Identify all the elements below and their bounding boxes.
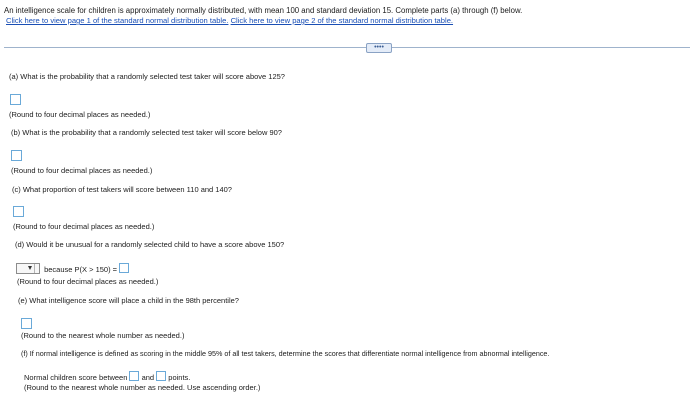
part-b-question: (b) What is the probability that a randomly selected test taker will score below 90?: [11, 128, 282, 137]
part-d-question: (d) Would it be unusual for a randomly selected child to have a score above 150?: [15, 240, 285, 249]
part-f-prefix: Normal children score between: [24, 373, 128, 382]
part-c-hint: (Round to four decimal places as needed.): [13, 222, 155, 231]
part-a-answer-input[interactable]: [10, 94, 21, 105]
part-d-yes-no-dropdown[interactable]: [16, 263, 40, 274]
part-c-question: (c) What proportion of test takers will score between 110 and 140?: [12, 185, 232, 194]
part-f-question: (f) If normal intelligence is defined as scoring in the middle 95% of all test takers, determine the scores that differentiate normal intelligence from abnormal intelligence.: [21, 349, 550, 358]
part-e-answer-input[interactable]: [21, 318, 32, 329]
chevron-down-icon: [28, 266, 32, 270]
table-links: [6, 16, 453, 26]
part-b-hint: (Round to four decimal places as needed.): [11, 166, 153, 175]
part-d-hint: (Round to four decimal places as needed.): [17, 277, 159, 286]
table-page-1-link[interactable]: Click here to view page 1 of the standard normal distribution table.: [6, 16, 229, 25]
part-f-suffix: points.: [168, 373, 191, 382]
part-d-answer-row: [16, 263, 129, 275]
part-f-hint: (Round to the nearest whole number as needed. Use ascending order.): [24, 383, 261, 392]
part-f-answer-row: [24, 371, 190, 383]
section-divider: [4, 47, 690, 48]
part-f-and-label: and: [141, 373, 155, 382]
part-f-lower-score-input[interactable]: [129, 371, 139, 381]
part-d-probability-input[interactable]: [119, 263, 129, 273]
part-d-because-label: because P(X > 150) =: [44, 265, 118, 274]
part-b-answer-input[interactable]: [11, 150, 22, 161]
part-a-question: (a) What is the probability that a randomly selected test taker will score above 125?: [9, 72, 285, 81]
part-f-upper-score-input[interactable]: [156, 371, 166, 381]
part-c-answer-input[interactable]: [13, 206, 24, 217]
part-e-hint: (Round to the nearest whole number as needed.): [21, 331, 185, 340]
problem-intro: An intelligence scale for children is approximately normally distributed, with mean 100 and standard deviation 15. Complete parts (a) through (f) below.: [4, 6, 523, 15]
expand-ellipsis-button[interactable]: ••••: [366, 43, 392, 53]
table-page-2-link[interactable]: Click here to view page 2 of the standard normal distribution table.: [230, 16, 454, 25]
part-e-question: (e) What intelligence score will place a child in the 98th percentile?: [18, 296, 239, 305]
part-a-hint: (Round to four decimal places as needed.): [9, 110, 151, 119]
